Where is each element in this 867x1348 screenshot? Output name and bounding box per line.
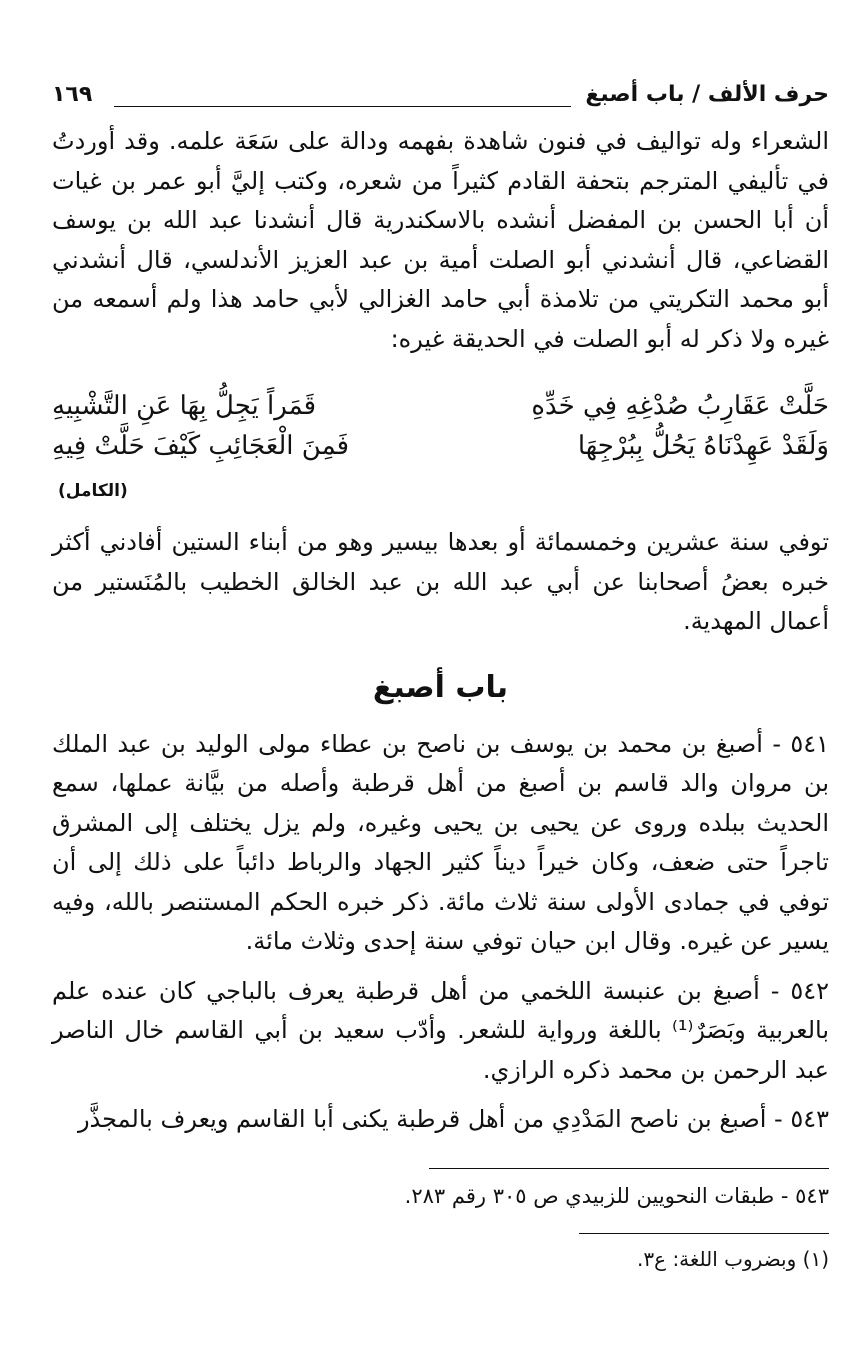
entry-542: ٥٤٢ - أصبغ بن عنبسة اللخمي من أهل قرطبة يعرف بالباجي كان عنده علم بالعربية وبَصَرٌ⁽¹⁾ باللغة ورواية للشعر. وأدّب سعيد بن أبي القاسم خال الناصر عبد الرحمن بن محمد ذكره الرازي. (52, 976, 830, 1084)
section-title: باب أصبغ (372, 669, 509, 705)
poem-meter: (الكامل) (58, 481, 128, 501)
intro-paragraph: الشعراء وله تواليف في فنون شاهدة بفهمه ودالة على سَعَة علمه. وقد أوردتُ في تأليفي المترجم بتحفة القادم كثيراً من شعره، وكتب إليَّ أبو عمر بن غيات أن أبا الحسن بن المفضل أنشده بالاسكندرية قال أنشدنا عبد الله بن يوسف القضاعي، قال أنشدني أبو الصلت أمية بن عبد العزيز الأندلسي، قال أنشدني أبو محمد التكريتي من تلامذة أبي حامد الغزالي لأبي حامد هذا ولم أسمعه من غيره ولا ذكر له أبو الصلت في الحديقة غيره: (52, 127, 829, 353)
book-page (52, 78, 829, 1348)
reference-note: ٥٤٣ - طبقات النحويين للزبيدي ص ٣٠٥ رقم ٢٨٣. (404, 1183, 829, 1208)
entry-541: ٥٤١ - أصبغ بن محمد بن يوسف بن ناصح بن عطاء مولى الوليد بن عبد الملك بن مروان والد قاسم بن أصبغ من أهل قرطبة وأصله من بيَّانة عملها، سمع الحديث ببلده وروى عن يحيى بن يحيى وغيره، ولم يزل يختلف إلى المشرق تاجراً حتى ضعف، وكان خيراً ديناً كثير الجهاد والرباط دائباً على ذلك إلى أن توفي في جمادى الأولى سنة ثلاث مائة. ذكر خبره الحكم المستنصر بالله، وفيه يسير عن غيره. وقال ابن حيان توفي سنة إحدى وثلاث مائة. (52, 729, 829, 955)
footnote: (١) وبضروب اللغة: ع٣. (637, 1246, 829, 1271)
reference-rule (429, 1168, 829, 1169)
verse-second-hemistich: قَمَراً يَجِلُّ بِهَا عَنِ التَّشْبِيهِ (52, 391, 317, 421)
verse-second-hemistich: فَمِنَ الْعَجَائِبِ كَيْفَ حَلَّتْ فِيهِ (52, 431, 350, 461)
obituary-paragraph: توفي سنة عشرين وخمسمائة أو بعدها بيسير وهو من أبناء الستين أفادني أكثر خبره بعضُ أصحابنا عن أبي عبد الله بن عبد الخالق الخطيب بالمُنَستير من أعمال المهدية. (52, 528, 829, 635)
header-rule (114, 106, 571, 107)
page-number: ١٦٩ (52, 82, 93, 107)
poem (52, 391, 829, 481)
verse-line (52, 391, 829, 431)
footnote-rule (579, 1233, 829, 1234)
chapter-heading: حرف الألف / باب أصبغ (585, 82, 829, 107)
verse-first-hemistich: حَلَّتْ عَقَارِبُ صُدْغِهِ فِي خَدِّهِ (531, 391, 829, 421)
verse-first-hemistich: وَلَقَدْ عَهِدْنَاهُ يَحُلُّ بِبُرْجِهَا (577, 431, 829, 461)
running-header (52, 78, 829, 122)
verse-line (52, 431, 829, 471)
entry-543: ٥٤٣ - أصبغ بن ناصح المَدْدِي من أهل قرطبة يكنى أبا القاسم ويعرف بالمجذَّر (77, 1105, 829, 1133)
